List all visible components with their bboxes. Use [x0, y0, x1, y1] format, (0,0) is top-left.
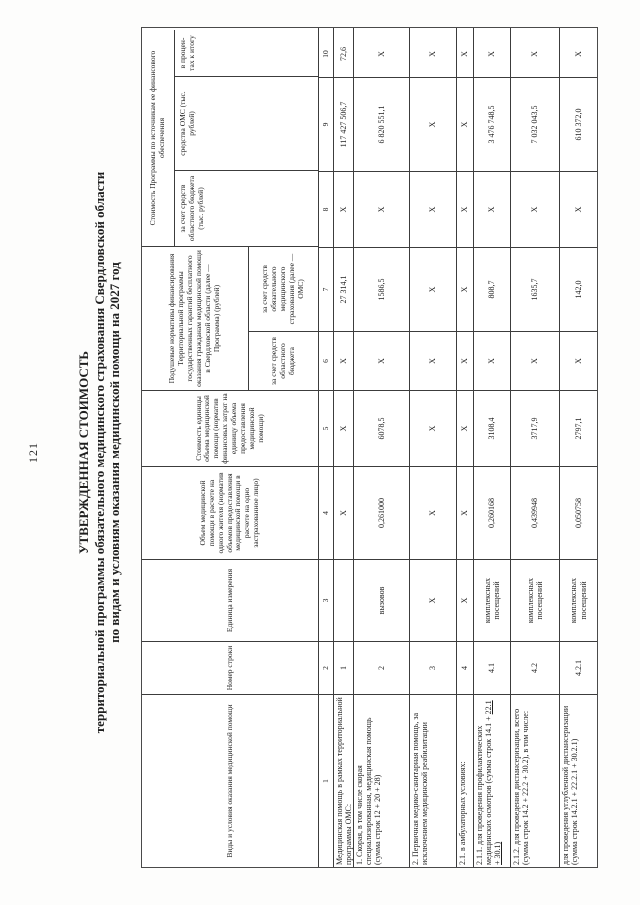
row-value: X [530, 51, 540, 57]
row-label: 2. Первичная медико-санитарная помощь, за исключением медицинской реабилитации [410, 694, 456, 867]
row-value: 0,439948 [511, 466, 559, 559]
row-value: X [410, 331, 456, 390]
table-row [457, 28, 474, 867]
row-value: X [457, 559, 473, 641]
column-number: 1 [319, 694, 333, 867]
row-value: 0,261000 [354, 466, 409, 559]
row-value: 0,260168 [474, 466, 510, 559]
row-value: 6 820 551,1 [354, 77, 409, 171]
header-cost-regional-budget: за счет средств областного бюджета (тыс. рублей) [175, 170, 318, 246]
table-row [511, 28, 560, 867]
row-value: X [457, 466, 473, 559]
row-value: X [376, 51, 386, 57]
document-title [76, 0, 123, 905]
row-value: X [560, 331, 597, 390]
row-value: X [487, 51, 497, 57]
row-value: 4.1 [474, 641, 510, 694]
header-group-program-cost-label: Стоимость Программы по источникам ее финансового обеспечения [142, 30, 175, 246]
row-value: 2797,1 [560, 390, 597, 466]
column-number: 4 [319, 466, 333, 559]
column-number-row [319, 28, 334, 867]
row-value: 2 [354, 641, 409, 694]
column-number: 2 [319, 641, 333, 694]
row-value [334, 559, 353, 641]
row-value: 1 [334, 641, 353, 694]
row-value: X [410, 247, 456, 331]
row-value: X [410, 171, 456, 247]
row-value: 1635,7 [511, 247, 559, 331]
row-value: X [457, 331, 473, 390]
header-cost-oms: средства ОМС (тыс. рублей) [175, 76, 318, 170]
row-value: 3 [410, 641, 456, 694]
row-value: X [460, 51, 470, 57]
row-value: 142,0 [560, 247, 597, 331]
row-value: X [511, 171, 559, 247]
table-body [334, 28, 597, 867]
header-unit-cost: Стоимость единицы объема медицинской помощи (норматив финансовых затрат на единицу объема предоставления медицинской помощи) [142, 390, 318, 466]
row-value: 4 [457, 641, 473, 694]
row-label: 2.1. в амбулаторных условиях: [457, 694, 473, 867]
row-label: Медицинская помощь в рамках территориальной программы ОМС: [334, 694, 353, 867]
column-number: 10 [320, 50, 330, 58]
table-header [142, 28, 319, 867]
row-value: X [457, 247, 473, 331]
row-value: 27 314,1 [334, 247, 353, 331]
title-line-2: территориальной программы обязательного медицинского страхования Свердловской области [91, 171, 107, 734]
row-value: 7 032 043,5 [511, 77, 559, 171]
header-percent-of-total: в процен- тах к итогу [178, 35, 196, 71]
column-number: 8 [319, 171, 333, 247]
row-value: комплексных посещений [474, 559, 510, 641]
row-value: X [573, 51, 583, 57]
row-value: X [428, 51, 438, 57]
row-label: 1. Скорая, в том числе скорая специализированная, медицинская помощь (сумма строк 12 + 20 + 28) [354, 694, 409, 867]
column-number: 7 [319, 247, 333, 331]
header-types-conditions: Виды и условия оказания медицинской помощи [142, 694, 318, 867]
header-oms-funds: за счет средств обязательного медицинского страхования (далее — ОМС) [260, 253, 305, 325]
row-value: X [410, 559, 456, 641]
row-value: X [457, 390, 473, 466]
row-value: X [354, 171, 409, 247]
row-value: 6078,5 [354, 390, 409, 466]
row-value: 1586,5 [354, 247, 409, 331]
row-label: 2.1.2. для проведения диспансеризации, всего (сумма строк 14.2 + 22.2 + 30.2), в том числе: [511, 694, 559, 867]
row-value: 4.2.1 [560, 641, 597, 694]
header-group-per-capita-norms-label: Подушевые нормативы финансирования Территориальной программы государственных гарантий бесплатного оказания гражданам медицинской помощи в Свердловской области (далее — Программа) (рублей) [142, 247, 249, 390]
row-value: 4.2 [511, 641, 559, 694]
row-value: X [410, 390, 456, 466]
row-value: X [334, 466, 353, 559]
header-regional-budget: за счет средств областного бюджета [249, 331, 318, 390]
row-value: X [410, 77, 456, 171]
row-label: 2.1.1. для проведения профилактических медицинских осмотров (сумма строк 14.1 + 22.1 + 30.1) [474, 694, 510, 867]
header-group-per-capita-norms [142, 246, 318, 390]
page-number: 121 [26, 442, 40, 463]
row-value: X [457, 171, 473, 247]
row-value: 0,050758 [560, 466, 597, 559]
row-value: 3 476 748,5 [474, 77, 510, 171]
row-value: X [354, 331, 409, 390]
row-value: 3717,9 [511, 390, 559, 466]
header-group-program-cost [142, 30, 318, 246]
row-value: 3108,4 [474, 390, 510, 466]
header-unit: Единица измерения [142, 559, 318, 641]
row-value: 117 427 506,7 [334, 77, 353, 171]
table-row [334, 28, 354, 867]
column-number: 9 [319, 77, 333, 171]
row-label: для проведения углубленной диспансеризации (сумма строк 14.2.1 + 22.2.1 + 30.2.1) [560, 694, 597, 867]
row-value: X [334, 171, 353, 247]
header-row-number: Номер строки [142, 641, 318, 694]
row-value: 808,7 [474, 247, 510, 331]
row-value: X [474, 331, 510, 390]
table-row [410, 28, 457, 867]
row-value: X [474, 171, 510, 247]
row-value: комплексных посещений [511, 559, 559, 641]
cost-table [141, 27, 598, 868]
row-value: 610 372,0 [560, 77, 597, 171]
title-line-1: УТВЕРЖДЕННАЯ СТОИМОСТЬ [76, 350, 91, 555]
row-value: X [457, 77, 473, 171]
row-value: X [334, 331, 353, 390]
row-value: X [511, 331, 559, 390]
row-value: 72,6 [338, 47, 348, 61]
header-volume-per-capita: Объем медицинской помощи в расчете на одного жителя (норматив объемов предоставления медицинской помощи в расчете на одно застрахованное лицо) [142, 466, 318, 559]
column-number: 3 [319, 559, 333, 641]
row-value: X [334, 390, 353, 466]
row-value: X [560, 171, 597, 247]
table-row [354, 28, 410, 867]
table-row [474, 28, 511, 867]
column-number: 5 [319, 390, 333, 466]
table-row [560, 28, 597, 867]
title-line-3: по видам и условиям оказания медицинской помощи на 2027 год [107, 262, 122, 643]
row-value: комплексных посещений [560, 559, 597, 641]
row-value: X [410, 466, 456, 559]
column-number: 6 [319, 331, 333, 390]
row-value: вызовов [354, 559, 409, 641]
